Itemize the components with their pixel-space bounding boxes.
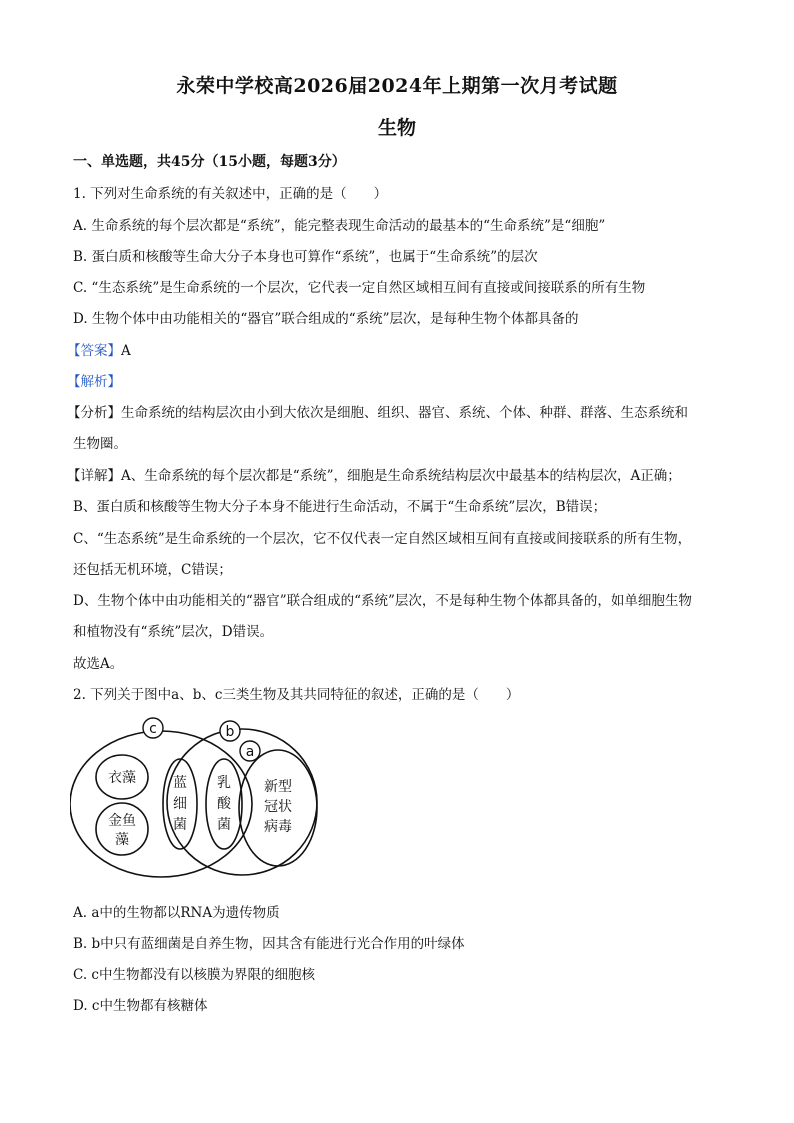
fenxi-text: 生命系统的结构层次由小到大依次是细胞、组织、器官、系统、个体、种群、群落、生态系统和 bbox=[121, 405, 688, 421]
label-yizao: 衣藻 bbox=[108, 770, 136, 786]
q2-option-b: B. b中只有蓝细菌是自养生物，因其含有能进行光合作用的叶绿体 bbox=[73, 936, 465, 952]
q1-detail-line-5: D、生物个体中由功能相关的“器官”联合组成的“系统”层次，不是每种生物个体都具备的，如单细胞生物 bbox=[73, 593, 692, 609]
label-c: c bbox=[149, 721, 157, 737]
q1-fenxi-line-2: 生物圈。 bbox=[73, 436, 127, 452]
q1-detail-line-6: 和植物没有“系统”层次，D错误。 bbox=[73, 624, 274, 640]
label-a: a bbox=[245, 744, 255, 760]
q2-option-d: D. c中生物都有核糖体 bbox=[73, 998, 208, 1014]
q1-analysis-header bbox=[67, 370, 121, 390]
q2-option-a: A. a中的生物都以RNA为遗传物质 bbox=[73, 905, 280, 921]
q1-option-d: D. 生物个体中由功能相关的“器官”联合组成的“系统”层次，是每种生物个体都具备的 bbox=[73, 311, 579, 327]
label-ru: 乳 bbox=[217, 775, 231, 791]
q2-option-c: C. c中生物都没有以核膜为界限的细胞核 bbox=[73, 967, 315, 983]
label-jun-2: 菌 bbox=[217, 817, 231, 833]
q1-detail-line-3: C、“生态系统”是生命系统的一个层次，它不仅代表一定自然区域相互间有直接或间接联系的所有生物， bbox=[73, 531, 692, 547]
q2-stem: 2. 下列关于图中a、b、c三类生物及其共同特征的叙述，正确的是（ ） bbox=[73, 687, 520, 703]
q1-conclusion: 故选A。 bbox=[73, 656, 124, 672]
q1-detail-line-1 bbox=[67, 464, 681, 484]
label-xi: 细 bbox=[173, 796, 187, 812]
label-jun-1: 菌 bbox=[173, 817, 187, 833]
label-b: b bbox=[225, 724, 235, 740]
exam-title: 永荣中学校高2026届2024年上期第一次月考试题 bbox=[176, 75, 618, 97]
subject-title: 生物 bbox=[377, 117, 416, 139]
label-zao: 藻 bbox=[115, 832, 129, 848]
label-lan: 蓝 bbox=[173, 775, 187, 791]
analysis-tag: 【解析】 bbox=[67, 374, 121, 390]
label-suan: 酸 bbox=[217, 796, 231, 812]
answer-tag: 【答案】 bbox=[67, 343, 121, 359]
label-jinyu: 金鱼 bbox=[108, 813, 136, 829]
label-bingdu: 病毒 bbox=[264, 819, 292, 835]
fenxi-tag: 【分析】 bbox=[67, 405, 121, 421]
q1-fenxi-line-1 bbox=[67, 401, 688, 421]
label-guanzhuang: 冠状 bbox=[264, 799, 292, 815]
q1-option-c: C. “生态系统”是生命系统的一个层次，它代表一定自然区域相互间有直接或间接联系的所有生物 bbox=[73, 280, 646, 296]
section-header: 一、单选题，共45分（15小题，每题3分） bbox=[73, 154, 346, 170]
label-xinxing: 新型 bbox=[264, 779, 292, 795]
answer-value: A bbox=[121, 343, 131, 359]
q1-detail-line-2: B、蛋白质和核酸等生物大分子本身不能进行生命活动，不属于“生命系统”层次，B错误； bbox=[73, 499, 607, 515]
q1-option-a: A. 生命系统的每个层次都是“系统”，能完整表现生命活动的最基本的“生命系统”是“细胞” bbox=[73, 218, 606, 234]
q1-detail-line-4: 还包括无机环境，C错误； bbox=[73, 562, 232, 578]
q1-answer bbox=[67, 339, 131, 359]
q1-option-b: B. 蛋白质和核酸等生命大分子本身也可算作“系统”，也属于“生命系统”的层次 bbox=[73, 249, 538, 265]
q1-stem: 1. 下列对生命系统的有关叙述中，正确的是（ ） bbox=[73, 186, 388, 202]
detail-tag: 【详解】 bbox=[67, 468, 121, 484]
venn-diagram bbox=[70, 714, 322, 878]
detail-text: A、生命系统的每个层次都是“系统”，细胞是生命系统结构层次中最基本的结构层次，A正确； bbox=[121, 468, 681, 484]
